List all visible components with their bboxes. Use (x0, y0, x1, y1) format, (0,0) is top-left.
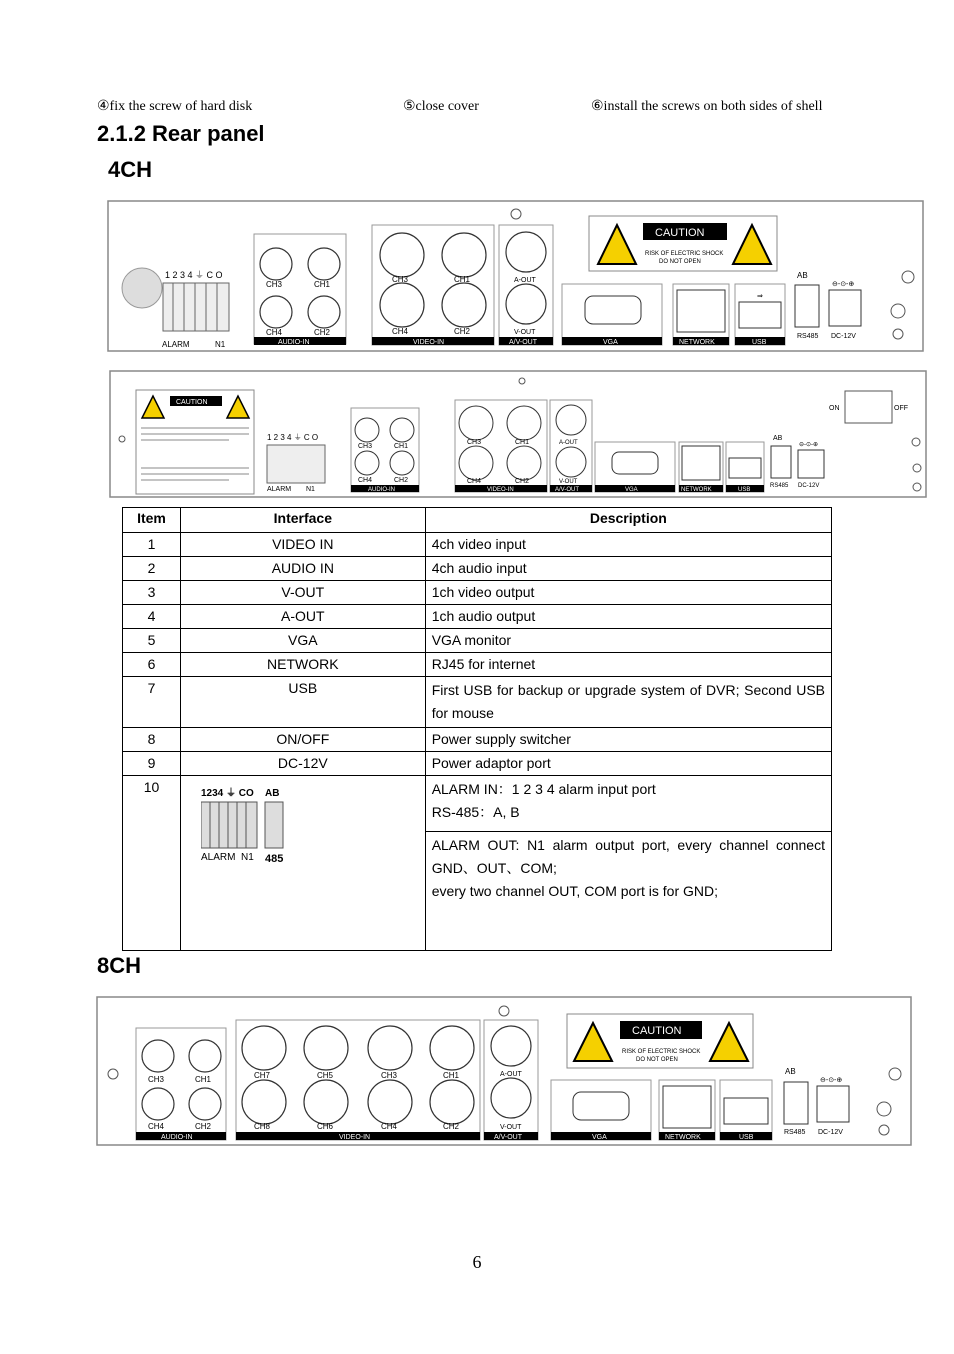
svg-text:CH3: CH3 (148, 1075, 165, 1084)
svg-text:CH4: CH4 (392, 327, 409, 336)
svg-text:V-OUT: V-OUT (500, 1124, 522, 1131)
table-row: 3 V-OUT 1ch video output (123, 581, 832, 605)
svg-text:CH6: CH6 (317, 1122, 334, 1131)
svg-text:CAUTION: CAUTION (632, 1025, 682, 1037)
table-row: 8 ON/OFF Power supply switcher (123, 728, 832, 752)
svg-text:AB: AB (264, 788, 280, 799)
network-port (677, 290, 725, 332)
svg-text:USB: USB (739, 1134, 754, 1141)
svg-text:VGA: VGA (592, 1134, 607, 1141)
n1-label: N1 (215, 340, 226, 349)
svg-text:A-OUT: A-OUT (514, 277, 536, 284)
svg-text:CH5: CH5 (317, 1071, 334, 1080)
svg-text:RS485: RS485 (784, 1129, 806, 1136)
svg-text:ALARM: ALARM (267, 486, 292, 493)
av-out-label: A/V-OUT (509, 339, 538, 346)
svg-text:CH1: CH1 (515, 439, 530, 446)
vga-label: VGA (603, 339, 618, 346)
alarm-out-desc-2: every two channel OUT, COM port is for GND; (431, 882, 718, 899)
svg-text:VIDEO-IN: VIDEO-IN (339, 1134, 371, 1141)
usb-label: USB (752, 339, 767, 346)
svg-text:CH1: CH1 (314, 280, 331, 289)
alarm-pins-label: 1 2 3 4 ⏚ C O (165, 270, 223, 280)
svg-text:⊖-⊙-⊕: ⊖-⊙-⊕ (799, 442, 819, 448)
col-interface: Interface (180, 508, 425, 533)
table-row: 7 USB First USB for backup or upgrade system of DVR; Second USB for mouse (123, 677, 832, 728)
svg-text:AB: AB (785, 1067, 796, 1076)
step-4: ④fix the screw of hard disk (97, 99, 253, 114)
svg-text:CH4: CH4 (381, 1122, 398, 1131)
table-row-alarm: 10 1234 ⏚ CO AB ALARM N1 485 ALARM IN：1 2 3 4 alarm input port RS-485：A, B (123, 776, 832, 832)
table-row: 5 VGA VGA monitor (123, 629, 832, 653)
svg-text:CH2: CH2 (443, 1122, 460, 1131)
usb-icon: ⇒ (757, 293, 763, 300)
svg-text:DO NOT OPEN: DO NOT OPEN (659, 259, 701, 265)
on-label: ON (829, 405, 840, 412)
svg-text:A-OUT: A-OUT (559, 440, 578, 446)
svg-text:N1: N1 (306, 486, 315, 493)
svg-text:AB: AB (797, 271, 808, 280)
svg-text:DC-12V: DC-12V (798, 483, 820, 489)
svg-text:CH4: CH4 (266, 328, 283, 337)
section-title: 2.1.2 Rear panel (97, 121, 265, 146)
svg-text:AUDIO-IN: AUDIO-IN (161, 1134, 193, 1141)
svg-text:CH2: CH2 (454, 327, 471, 336)
table-row: 2 AUDIO IN 4ch audio input (123, 557, 832, 581)
rs485-desc: RS-485：A, B (431, 804, 520, 820)
subheading-8ch: 8CH (97, 953, 142, 978)
svg-text:CH8: CH8 (254, 1122, 271, 1131)
svg-text:CH4: CH4 (358, 477, 373, 484)
svg-text:NETWORK: NETWORK (665, 1134, 701, 1141)
rear-panel-8ch (96, 996, 914, 1148)
rear-panel-4ch-b (109, 370, 929, 500)
svg-text:DO NOT OPEN: DO NOT OPEN (636, 1057, 678, 1063)
table-row: 6 NETWORK RJ45 for internet (123, 653, 832, 677)
vga-port (585, 296, 641, 324)
interface-table (122, 507, 832, 951)
power-switch (845, 391, 892, 423)
alarm-terminal-image (180, 776, 425, 951)
video-in-label: VIDEO-IN (413, 339, 445, 346)
svg-text:A/V-OUT: A/V-OUT (555, 487, 580, 493)
svg-text:CH2: CH2 (515, 478, 530, 485)
col-item: Item (123, 508, 181, 533)
svg-text:V-OUT: V-OUT (559, 479, 578, 485)
svg-text:CH3: CH3 (266, 280, 283, 289)
svg-text:VIDEO-IN: VIDEO-IN (487, 487, 514, 493)
step-6: ⑥install the screws on both sides of shell (591, 99, 823, 114)
svg-text:CH1: CH1 (394, 443, 409, 450)
dc-jack (829, 290, 861, 326)
svg-text:CH4: CH4 (467, 478, 482, 485)
alarm-in-desc: ALARM IN：1 2 3 4 alarm input port (431, 781, 656, 797)
page-number: 6 (472, 1252, 482, 1272)
off-label: OFF (894, 405, 908, 412)
table-row: 1 VIDEO IN 4ch video input (123, 533, 832, 557)
svg-text:CH2: CH2 (314, 328, 331, 337)
svg-text:V-OUT: V-OUT (514, 329, 536, 336)
svg-text:VGA: VGA (625, 487, 638, 493)
col-description: Description (425, 508, 831, 533)
usb-port (739, 302, 781, 328)
network-label: NETWORK (679, 339, 715, 346)
svg-text:⊖-⊙-⊕: ⊖-⊙-⊕ (820, 1077, 843, 1084)
svg-text:CH2: CH2 (394, 477, 409, 484)
svg-text:DC-12V: DC-12V (818, 1129, 843, 1136)
table-row: 4 A-OUT 1ch audio output (123, 605, 832, 629)
svg-text:RISK OF ELECTRIC SHOCK: RISK OF ELECTRIC SHOCK (622, 1049, 701, 1055)
svg-text:CH3: CH3 (381, 1071, 398, 1080)
dc12v-label: DC-12V (831, 333, 856, 340)
svg-text:CH3: CH3 (467, 439, 482, 446)
table-row: 9 DC-12V Power adaptor port (123, 752, 832, 776)
svg-text:CH3: CH3 (392, 275, 409, 284)
svg-text:A/V-OUT: A/V-OUT (494, 1134, 523, 1141)
rear-panel-4ch-a (107, 200, 925, 354)
audio-in-label: AUDIO-IN (278, 339, 310, 346)
svg-text:USB: USB (738, 487, 751, 493)
svg-text:CH2: CH2 (195, 1122, 212, 1131)
alarm-out-desc: ALARM OUT: N1 alarm output port, every channel connect GND、OUT、COM; (431, 836, 825, 876)
svg-text:1234 ⏚ CO: 1234 ⏚ CO (200, 788, 254, 799)
svg-text:CH1: CH1 (443, 1071, 460, 1080)
svg-text:CH1: CH1 (195, 1075, 212, 1084)
alarm-terminal (163, 283, 229, 331)
svg-text:N1: N1 (240, 852, 254, 863)
alarm-block-icon (201, 784, 301, 864)
subheading-4ch: 4CH (108, 157, 153, 182)
alarm-label: ALARM (162, 340, 190, 349)
table-header-row (123, 508, 832, 533)
svg-text:AB: AB (773, 435, 783, 442)
svg-text:CH7: CH7 (254, 1071, 271, 1080)
svg-text:ALARM: ALARM (200, 852, 236, 863)
svg-text:CH4: CH4 (148, 1122, 165, 1131)
svg-text:AUDIO-IN: AUDIO-IN (368, 487, 395, 493)
svg-text:1 2 3 4 ⏚ C O: 1 2 3 4 ⏚ C O (267, 433, 319, 442)
svg-text:RS485: RS485 (770, 483, 789, 489)
svg-text:485: 485 (264, 853, 284, 864)
caution-label: CAUTION (655, 227, 705, 239)
svg-text:CH1: CH1 (454, 275, 471, 284)
svg-text:A-OUT: A-OUT (500, 1071, 522, 1078)
step-5: ⑤close cover (403, 99, 479, 114)
rs485-label: RS485 (797, 333, 819, 340)
svg-text:CAUTION: CAUTION (176, 399, 208, 406)
svg-text:⊖-⊙-⊕: ⊖-⊙-⊕ (832, 281, 855, 288)
svg-text:CH3: CH3 (358, 443, 373, 450)
ground-icon (893, 329, 903, 339)
svg-text:NETWORK: NETWORK (681, 487, 712, 493)
svg-text:RISK OF ELECTRIC SHOCK: RISK OF ELECTRIC SHOCK (645, 251, 724, 257)
power-logo-icon (122, 268, 162, 308)
